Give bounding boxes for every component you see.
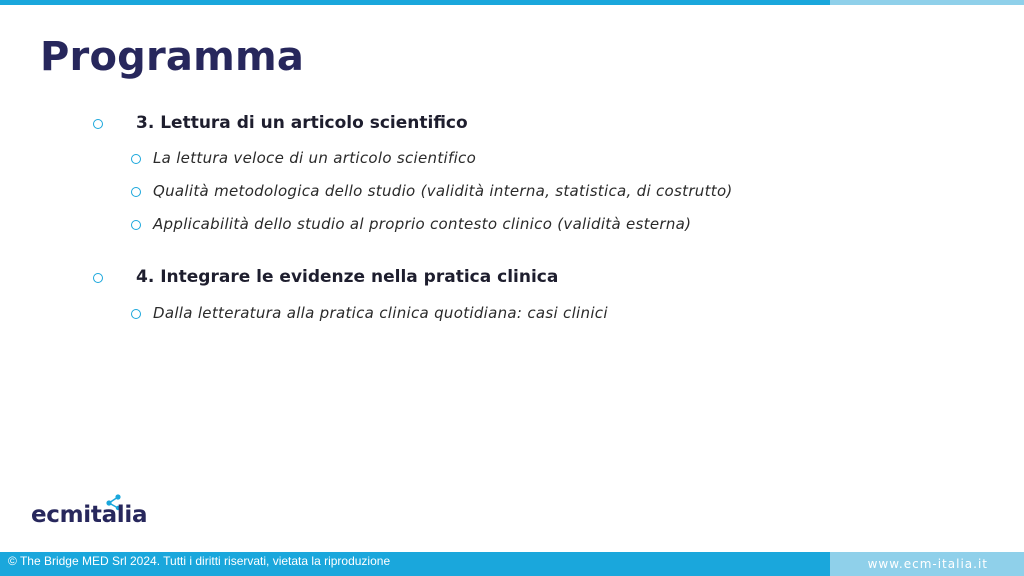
top-accent-bar [0, 0, 830, 5]
footer-url: www.ecm-italia.it [867, 557, 988, 571]
top-accent-bar-light [830, 0, 1024, 5]
bullet-icon [131, 309, 141, 319]
bullet-icon [93, 119, 103, 129]
list-item: Applicabilità dello studio al proprio contesto clinico (validità esterna) [153, 215, 692, 233]
bullet-icon [131, 154, 141, 164]
list-item: La lettura veloce di un articolo scientifico [153, 149, 477, 167]
section-heading: 4. Integrare le evidenze nella pratica clinica [136, 267, 559, 287]
ecmitalia-logo [31, 494, 171, 534]
bullet-icon [131, 187, 141, 197]
section-heading: 3. Lettura di un articolo scientifico [136, 113, 468, 133]
footer-copyright: © The Bridge MED Srl 2024. Tutti i diritti riservati, vietata la riproduzione [8, 554, 391, 568]
list-item: Dalla letteratura alla pratica clinica quotidiana: casi clinici [153, 304, 608, 322]
slide-title: Programma [40, 34, 305, 80]
logo-text: ecmitalia [31, 502, 148, 528]
bullet-icon [131, 220, 141, 230]
bullet-icon [93, 273, 103, 283]
list-item: Qualità metodologica dello studio (validità interna, statistica, di costrutto) [153, 182, 733, 200]
